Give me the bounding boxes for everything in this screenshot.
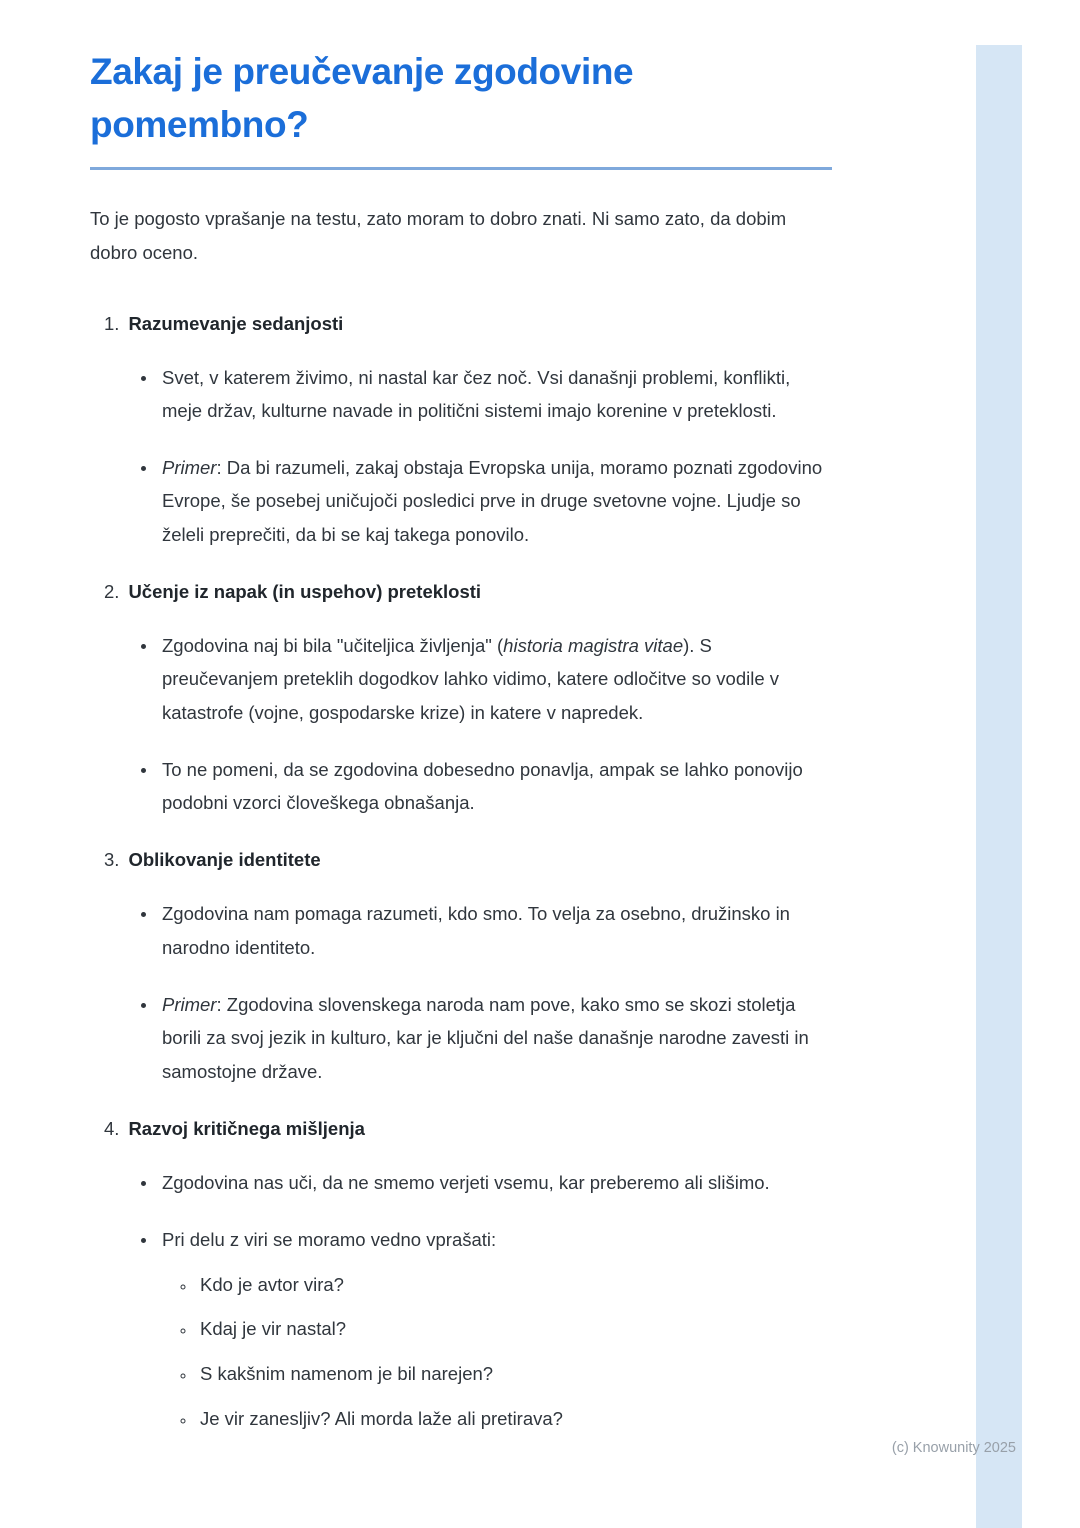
bullet-text: Svet, v katerem živimo, ni nastal kar čez noč. Vsi današnji problemi, konflikti, meje držav, kulturne navade in politični sistemi imajo korenine v preteklosti. — [162, 366, 791, 421]
bullet-text: Zgodovina nas uči, da ne smemo verjeti vsemu, kar preberemo ali slišimo. — [162, 1171, 770, 1193]
section-title: Učenje iz napak (in uspehov) preteklosti — [128, 580, 482, 602]
footer-credit: (c) Knowunity 2025 — [891, 1440, 1016, 1456]
bullet-text: Zgodovina naj bi bila "učiteljica življenja" ( — [162, 634, 504, 656]
section-heading — [90, 581, 832, 603]
bullet-item — [158, 897, 832, 964]
section-item — [90, 1118, 832, 1433]
section-title: Oblikovanje identitete — [128, 849, 321, 871]
bullet-list — [90, 1166, 832, 1433]
bullet-text: Zgodovina nam pomaga razumeti, kdo smo. To velja za osebno, družinsko in narodno identiteto. — [162, 903, 790, 958]
section-heading — [90, 849, 832, 871]
sub-bullet-item: ◦ S kakšnim namenom je bil narejen? — [196, 1360, 832, 1388]
bullet-text: : Zgodovina slovenskega naroda nam pove, kako smo se skozi stoletja borili za svoj jezik in kulturo, kar je ključni del naše današnje narodne zavesti in samostojne države. — [162, 994, 809, 1082]
sub-bullet-item: ◦ Kdo je avtor vira? — [196, 1271, 832, 1299]
sub-bullet-list — [162, 1271, 832, 1433]
sub-bullet-item: ◦ Kdaj je vir nastal? — [196, 1315, 832, 1343]
bullet-text: To ne pomeni, da se zgodovina dobesedno ponavlja, ampak se lahko ponovijo podobni vzorci človeškega obnašanja. — [162, 758, 803, 814]
bullet-item — [158, 451, 832, 551]
bullet-item — [158, 988, 832, 1088]
section-number: 4. — [104, 1117, 120, 1139]
sub-bullet-item: ◦ Je vir zanesljiv? Ali morda laže ali pretirava? — [196, 1405, 832, 1433]
section-number: 2. — [104, 580, 120, 602]
bullet-text: Pri delu z viri se moramo vedno vprašati: — [162, 1229, 497, 1251]
bullet-item — [158, 753, 832, 820]
document-content — [90, 46, 832, 1463]
side-strip — [976, 45, 1022, 1528]
section-number: 1. — [104, 312, 120, 334]
section-title: Razumevanje sedanjosti — [128, 312, 344, 334]
bullet-item — [158, 1223, 832, 1432]
section-heading — [90, 313, 832, 335]
intro-paragraph: To je pogosto vprašanje na testu, zato moram to dobro znati. Ni samo zato, da dobim dobro oceno. — [90, 208, 787, 264]
title-divider — [90, 167, 832, 170]
italic-text: historia magistra vitae — [503, 634, 684, 656]
bullet-text: ). S preučevanjem preteklih dogodkov lahko vidimo, katere odločitve so vodile v katastrofe (vojne, gospodarske krize) in katere v napredek. — [162, 634, 780, 723]
bullet-list — [90, 361, 832, 551]
bullet-item — [158, 629, 832, 729]
bullet-list — [90, 897, 832, 1087]
page-title: Zakaj je preučevanje zgodovine pomembno? — [90, 51, 634, 145]
bullet-item — [158, 361, 832, 428]
section-item — [90, 581, 832, 819]
section-item — [90, 313, 832, 551]
italic-text: Primer — [162, 457, 217, 479]
section-number: 3. — [104, 849, 120, 871]
bullet-text: : Da bi razumeli, zakaj obstaja Evropska unija, moramo poznati zgodovino Evrope, še posebej uničujoči posledici prve in druge svetovne vojne. Ljudje so želeli preprečiti, da bi se kaj takega ponovilo. — [162, 457, 823, 545]
bullet-item — [158, 1166, 832, 1199]
italic-text: Primer — [162, 994, 217, 1016]
section-heading — [90, 1118, 832, 1140]
section-title: Razvoj kritičnega mišljenja — [128, 1117, 365, 1139]
sections-list — [90, 313, 832, 1433]
bullet-list — [90, 629, 832, 819]
section-item — [90, 849, 832, 1087]
